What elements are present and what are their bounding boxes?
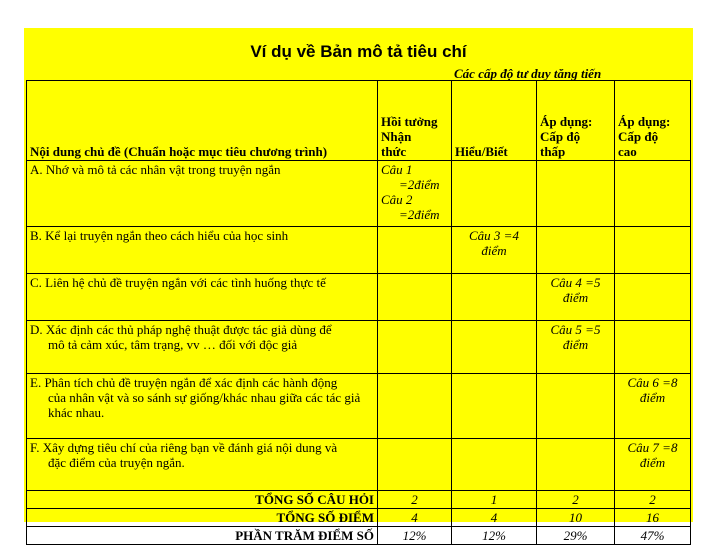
cell-understand: [452, 374, 537, 439]
row-content: E. Phân tích chủ đề truyện ngắn để xác định các hành động của nhân vật và so sánh sự giống/khác nhau giữa các tác giả khác nhau.: [27, 374, 378, 439]
cell-apply-high: Câu 7 =8 điểm: [615, 439, 691, 491]
table-row: [27, 227, 691, 274]
cell-apply-high: [615, 274, 691, 321]
cell-apply-high: [615, 227, 691, 274]
cell-recall: [378, 374, 452, 439]
total-value: 12%: [378, 527, 452, 545]
cell-recall: Câu 1 =2điểm Câu 2 =2điểm: [378, 161, 452, 227]
total-value: 16: [615, 509, 691, 527]
total-value: 4: [452, 509, 537, 527]
cell-apply-high: [615, 161, 691, 227]
cell-apply-high: [615, 321, 691, 374]
header-recall: Hồi tưởng Nhận thức: [378, 81, 452, 161]
cell-recall: [378, 321, 452, 374]
table-row: [27, 161, 691, 227]
slide: [24, 28, 693, 543]
header-apply-low: Áp dụng: Cấp độ thấp: [537, 81, 615, 161]
row-content: A. Nhớ và mô tả các nhân vật trong truyện ngắn: [27, 161, 378, 227]
total-value: 4: [378, 509, 452, 527]
header-content: Nội dung chủ đề (Chuẩn hoặc mục tiêu chương trình): [27, 81, 378, 161]
total-value: 2: [537, 491, 615, 509]
slide-title: Ví dụ về Bản mô tả tiêu chí: [250, 42, 467, 61]
header-understand: Hiểu/Biết: [452, 81, 537, 161]
table-row: [27, 274, 691, 321]
cell-apply-low: Câu 4 =5 điểm: [537, 274, 615, 321]
cell-apply-low: [537, 374, 615, 439]
cell-apply-high: Câu 6 =8 điểm: [615, 374, 691, 439]
total-label: TỔNG SỐ CÂU HỎI: [27, 491, 378, 509]
totals-row-percent: [27, 527, 691, 545]
cell-recall: [378, 274, 452, 321]
cell-apply-low: [537, 161, 615, 227]
totals-row-points: [27, 509, 691, 527]
cell-apply-low: [537, 439, 615, 491]
cell-recall: [378, 227, 452, 274]
rubric-table: [26, 80, 691, 545]
table-row: [27, 439, 691, 491]
cell-understand: [452, 439, 537, 491]
cell-apply-low: Câu 5 =5 điểm: [537, 321, 615, 374]
cell-understand: [452, 321, 537, 374]
total-value: 2: [378, 491, 452, 509]
cell-understand: [452, 274, 537, 321]
table-row: [27, 374, 691, 439]
total-value: 10: [537, 509, 615, 527]
row-content: B. Kể lại truyện ngắn theo cách hiểu của học sinh: [27, 227, 378, 274]
total-value: 12%: [452, 527, 537, 545]
total-label: TỔNG SỐ ĐIỂM: [27, 509, 378, 527]
row-content: F. Xây dựng tiêu chí của riêng bạn về đánh giá nội dung và đặc điểm của truyện ngắn.: [27, 439, 378, 491]
total-value: 29%: [537, 527, 615, 545]
cell-understand: Câu 3 =4 điểm: [452, 227, 537, 274]
totals-row-questions: [27, 491, 691, 509]
header-apply-high: Áp dụng: Cấp độ cao: [615, 81, 691, 161]
table-subtitle: Các cấp độ tư duy tăng tiến: [454, 66, 602, 81]
cell-apply-low: [537, 227, 615, 274]
cell-understand: [452, 161, 537, 227]
total-label: PHẦN TRĂM ĐIỂM SỐ: [27, 527, 378, 545]
table-row: [27, 321, 691, 374]
total-value: 47%: [615, 527, 691, 545]
cell-recall: [378, 439, 452, 491]
row-content: D. Xác định các thủ pháp nghệ thuật được tác giả dùng để mô tả cảm xúc, tâm trạng, vv … đối với độc giả: [27, 321, 378, 374]
row-content: C. Liên hệ chủ đề truyện ngắn với các tình huống thực tế: [27, 274, 378, 321]
total-value: 1: [452, 491, 537, 509]
header-row: [27, 81, 691, 161]
total-value: 2: [615, 491, 691, 509]
